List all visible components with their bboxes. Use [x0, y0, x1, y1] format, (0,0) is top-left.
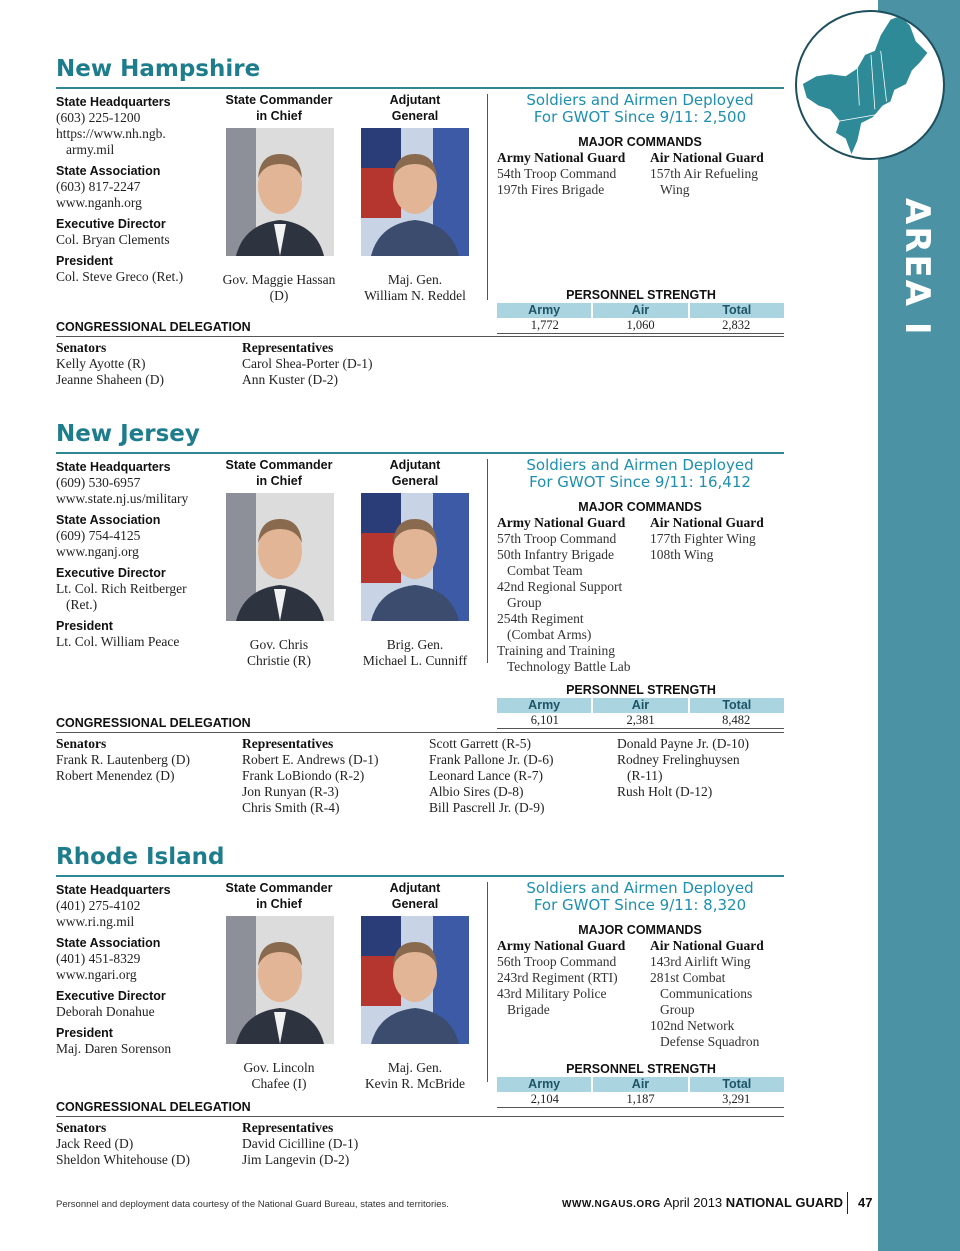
personnel-strength-label: PERSONNEL STRENGTH: [566, 288, 716, 302]
executive-director-line: Lt. Col. Rich Reitberger: [56, 581, 187, 596]
adjutant-general-photo: [361, 128, 469, 256]
hq-line: www.ri.ng.mil: [56, 914, 135, 929]
personnel-rule: [497, 728, 784, 729]
representative-name: Chris Smith (R-4): [242, 800, 340, 815]
senator-name: Frank R. Lautenberg (D): [56, 752, 190, 767]
hq-label: State Headquarters: [56, 95, 171, 109]
congressional-delegation-label: CONGRESSIONAL DELEGATION: [56, 1100, 251, 1114]
association-line: www.ngari.org: [56, 967, 137, 982]
army-command-item: 254th Regiment: [497, 611, 584, 626]
footer-site-link[interactable]: WWW.NGAUS.ORG: [562, 1199, 661, 1210]
army-commands-heading: Army National Guard: [497, 515, 626, 530]
association-line: www.nganh.org: [56, 195, 142, 210]
column-divider: [487, 94, 488, 300]
personnel-value-row: [497, 318, 784, 332]
adjutant-caption: [354, 1060, 476, 1092]
footer-note: Personnel and deployment data courtesy of the National Guard Bureau, states and territories.: [56, 1199, 449, 1210]
personnel-value-cell: 2,104: [530, 1092, 559, 1106]
commander-header: [221, 457, 337, 489]
footer-issue: April 2013: [663, 1195, 723, 1210]
army-command-item: 42nd Regional Support: [497, 579, 623, 594]
representative-name: Frank LoBiondo (R-2): [242, 768, 365, 783]
adjutant-caption-line: Brig. Gen.: [386, 637, 444, 652]
army-command-item: 54th Troop Command: [497, 166, 617, 181]
governor-caption: [216, 1060, 342, 1092]
senator-name: Sheldon Whitehouse (D): [56, 1152, 190, 1167]
representative-name: Donald Payne Jr. (D-10): [617, 736, 749, 751]
executive-director-line: (Ret.): [66, 597, 98, 612]
representative-name: David Cicilline (D-1): [242, 1136, 359, 1151]
area-label: AREA I: [897, 198, 937, 337]
senators-column: [56, 736, 236, 784]
personnel-value-cell: 2,832: [722, 318, 751, 332]
representative-name: Rodney Frelinghuysen: [617, 752, 740, 767]
congressional-rule: [56, 336, 784, 337]
representative-name: Robert E. Andrews (D-1): [242, 752, 379, 767]
adjutant-caption-line: Maj. Gen.: [387, 272, 443, 287]
commander-header-line: in Chief: [256, 474, 302, 488]
deployed-title-line: Soldiers and Airmen Deployed: [526, 91, 754, 109]
commander-header: [221, 880, 337, 912]
adjutant-header-line: Adjutant: [389, 881, 441, 895]
representative-name: Ann Kuster (D-2): [242, 372, 338, 387]
executive-director-label: Executive Director: [56, 217, 166, 231]
deployed-title-line: For GWOT Since 9/11: 2,500: [533, 108, 747, 126]
state-name: Rhode Island: [56, 844, 225, 870]
personnel-value-cell: 2,381: [626, 713, 655, 727]
representatives-column: [617, 736, 797, 800]
adjutant-caption-line: William N. Reddel: [364, 288, 466, 303]
governor-caption: [216, 637, 342, 669]
footer-divider: [847, 1192, 848, 1214]
representative-name: Carol Shea-Porter (D-1): [242, 356, 373, 371]
representative-name: Albio Sires (D-8): [429, 784, 524, 799]
deployed-title-line: Soldiers and Airmen Deployed: [526, 456, 754, 474]
association-line: www.nganj.org: [56, 544, 139, 559]
senators-column: [56, 340, 236, 388]
adjutant-header: [361, 880, 469, 912]
air-command-item: Defense Squadron: [660, 1034, 760, 1049]
senator-name: Robert Menendez (D): [56, 768, 175, 783]
state-name: New Hampshire: [56, 56, 261, 82]
hq-label: State Headquarters: [56, 460, 171, 474]
representatives-heading: Representatives: [242, 736, 334, 751]
personnel-header-cell: Air: [593, 1077, 687, 1092]
deployed-title: [496, 92, 784, 126]
deployed-title: [496, 880, 784, 914]
personnel-header-cell: Army: [497, 1077, 591, 1092]
personnel-header-row: [497, 303, 784, 318]
representative-name: Frank Pallone Jr. (D-6): [429, 752, 554, 767]
representative-name: Jon Runyan (R-3): [242, 784, 339, 799]
army-command-item: 57th Troop Command: [497, 531, 617, 546]
army-command-item: Training and Training: [497, 643, 616, 658]
commander-header-line: State Commander: [225, 881, 333, 895]
hq-line: www.state.nj.us/military: [56, 491, 189, 506]
representative-name: Leonard Lance (R-7): [429, 768, 543, 783]
footer-masthead: [562, 1195, 843, 1210]
personnel-strength-table: [497, 1077, 784, 1108]
personnel-value-row: [497, 1092, 784, 1106]
commander-header-line: State Commander: [225, 458, 333, 472]
army-command-item: 243rd Regiment (RTI): [497, 970, 618, 985]
senators-column: [56, 1120, 236, 1168]
executive-director-label: Executive Director: [56, 989, 166, 1003]
personnel-header-row: [497, 1077, 784, 1092]
army-command-item: Brigade: [507, 1002, 550, 1017]
representative-name: Rush Holt (D-12): [617, 784, 713, 799]
air-commands: [650, 938, 790, 1050]
governor-photo: [226, 916, 334, 1044]
army-command-item: 56th Troop Command: [497, 954, 617, 969]
congressional-delegation-label: CONGRESSIONAL DELEGATION: [56, 320, 251, 334]
deployed-title-line: For GWOT Since 9/11: 16,412: [529, 473, 751, 491]
senator-name: Kelly Ayotte (R): [56, 356, 146, 371]
governor-caption-line: Gov. Chris: [249, 637, 309, 652]
executive-director-line: Deborah Donahue: [56, 1004, 155, 1019]
representative-name: Scott Garrett (R-5): [429, 736, 531, 751]
president-line: Col. Steve Greco (Ret.): [56, 269, 184, 284]
personnel-value-cell: 8,482: [722, 713, 751, 727]
air-command-item: Wing: [660, 182, 690, 197]
governor-caption-line: Gov. Maggie Hassan: [222, 272, 336, 287]
personnel-header-cell: Total: [690, 698, 784, 713]
hq-line: army.mil: [66, 142, 115, 157]
president-label: President: [56, 619, 113, 633]
section-rule: [56, 452, 784, 454]
representatives-heading: Representatives: [242, 1120, 334, 1135]
air-command-item: 143rd Airlift Wing: [650, 954, 751, 969]
air-command-item: 108th Wing: [650, 547, 714, 562]
representatives-column: [429, 736, 609, 816]
major-commands-label: MAJOR COMMANDS: [578, 923, 702, 937]
section-rule: [56, 875, 784, 877]
state-contact-info: [56, 882, 216, 1057]
footer-magazine: NATIONAL GUARD: [725, 1195, 844, 1210]
association-line: (401) 451-8329: [56, 951, 141, 966]
congressional-rule: [56, 1116, 784, 1117]
army-command-item: 197th Fires Brigade: [497, 182, 605, 197]
army-commands: [497, 150, 647, 198]
state-contact-info: [56, 459, 216, 650]
army-command-item: (Combat Arms): [507, 627, 592, 642]
northeast-region-map-icon: [795, 10, 945, 160]
major-commands-label: MAJOR COMMANDS: [578, 135, 702, 149]
personnel-value-cell: 1,060: [626, 318, 655, 332]
air-command-item: 281st Combat: [650, 970, 726, 985]
air-command-item: 102nd Network: [650, 1018, 735, 1033]
president-label: President: [56, 1026, 113, 1040]
senators-heading: Senators: [56, 736, 107, 751]
adjutant-caption: [354, 637, 476, 669]
army-command-item: 43rd Military Police: [497, 986, 607, 1001]
commander-header-line: in Chief: [256, 109, 302, 123]
personnel-value-cell: 3,291: [722, 1092, 751, 1106]
adjutant-header-line: Adjutant: [389, 93, 441, 107]
army-commands-heading: Army National Guard: [497, 938, 626, 953]
personnel-value-cell: 6,101: [530, 713, 559, 727]
personnel-header-row: [497, 698, 784, 713]
senator-name: Jack Reed (D): [56, 1136, 134, 1151]
personnel-value-cell: 1,772: [530, 318, 559, 332]
adjutant-general-photo: [361, 916, 469, 1044]
governor-caption-line: Christie (R): [246, 653, 312, 668]
governor-caption: [216, 272, 342, 304]
association-label: State Association: [56, 513, 161, 527]
column-divider: [487, 459, 488, 663]
representatives-column: [242, 340, 422, 388]
governor-caption-line: Gov. Lincoln: [243, 1060, 315, 1075]
adjutant-general-photo: [361, 493, 469, 621]
state-section: [56, 421, 784, 815]
personnel-header-cell: Air: [593, 698, 687, 713]
adjutant-caption-line: Maj. Gen.: [387, 1060, 443, 1075]
commander-header: [221, 92, 337, 124]
army-commands-heading: Army National Guard: [497, 150, 626, 165]
senators-heading: Senators: [56, 1120, 107, 1135]
executive-director-label: Executive Director: [56, 566, 166, 580]
air-commands-heading: Air National Guard: [650, 938, 764, 953]
air-commands-heading: Air National Guard: [650, 150, 764, 165]
governor-photo: [226, 128, 334, 256]
page-number: 47: [858, 1195, 873, 1210]
deployed-title-line: For GWOT Since 9/11: 8,320: [533, 896, 747, 914]
governor-caption-line: (D): [269, 288, 289, 303]
state-contact-info: [56, 94, 216, 285]
hq-line: (609) 530-6957: [56, 475, 141, 490]
personnel-header-cell: Total: [690, 303, 784, 318]
adjutant-header-line: General: [391, 474, 439, 488]
senators-heading: Senators: [56, 340, 107, 355]
senator-name: Jeanne Shaheen (D): [56, 372, 164, 387]
army-commands: [497, 938, 647, 1018]
personnel-strength-label: PERSONNEL STRENGTH: [566, 1062, 716, 1076]
personnel-strength-table: [497, 303, 784, 334]
personnel-header-cell: Air: [593, 303, 687, 318]
executive-director-line: Col. Bryan Clements: [56, 232, 170, 247]
representatives-heading: Representatives: [242, 340, 334, 355]
commander-header-line: State Commander: [225, 93, 333, 107]
governor-caption-line: Chafee (I): [251, 1076, 307, 1091]
army-command-item: Technology Battle Lab: [507, 659, 631, 674]
president-line: Lt. Col. William Peace: [56, 634, 180, 649]
air-command-item: 177th Fighter Wing: [650, 531, 756, 546]
congressional-delegation-label: CONGRESSIONAL DELEGATION: [56, 716, 251, 730]
personnel-rule: [497, 333, 784, 334]
personnel-strength-table: [497, 698, 784, 729]
association-line: (603) 817-2247: [56, 179, 141, 194]
representative-name: Bill Pascrell Jr. (D-9): [429, 800, 545, 815]
adjutant-caption: [354, 272, 476, 304]
deployed-title: [496, 457, 784, 491]
personnel-header-cell: Army: [497, 698, 591, 713]
adjutant-caption-line: Michael L. Cunniff: [362, 653, 468, 668]
deployed-title-line: Soldiers and Airmen Deployed: [526, 879, 754, 897]
personnel-header-cell: Army: [497, 303, 591, 318]
air-command-item: 157th Air Refueling: [650, 166, 758, 181]
personnel-value-row: [497, 713, 784, 727]
governor-photo: [226, 493, 334, 621]
representatives-column: [242, 1120, 422, 1168]
congressional-rule: [56, 732, 784, 733]
personnel-header-cell: Total: [690, 1077, 784, 1092]
hq-line: https://www.nh.ngb.: [56, 126, 166, 141]
area-sidebar: [878, 0, 960, 1251]
representative-name: Jim Langevin (D-2): [242, 1152, 350, 1167]
president-line: Maj. Daren Sorenson: [56, 1041, 172, 1056]
hq-line: (603) 225-1200: [56, 110, 141, 125]
representative-name: (R-11): [627, 768, 663, 783]
hq-label: State Headquarters: [56, 883, 171, 897]
adjutant-header-line: General: [391, 109, 439, 123]
personnel-strength-label: PERSONNEL STRENGTH: [566, 683, 716, 697]
state-section: [56, 56, 784, 416]
section-rule: [56, 87, 784, 89]
army-command-item: Group: [507, 595, 542, 610]
army-commands: [497, 515, 647, 675]
adjutant-header-line: Adjutant: [389, 458, 441, 472]
association-line: (609) 754-4125: [56, 528, 141, 543]
air-command-item: Communications: [660, 986, 753, 1001]
adjutant-header-line: General: [391, 897, 439, 911]
adjutant-caption-line: Kevin R. McBride: [364, 1076, 466, 1091]
air-commands: [650, 515, 790, 563]
president-label: President: [56, 254, 113, 268]
column-divider: [487, 882, 488, 1082]
association-label: State Association: [56, 936, 161, 950]
hq-line: (401) 275-4102: [56, 898, 141, 913]
commander-header-line: in Chief: [256, 897, 302, 911]
adjutant-header: [361, 457, 469, 489]
army-command-item: 50th Infantry Brigade: [497, 547, 614, 562]
air-commands-heading: Air National Guard: [650, 515, 764, 530]
army-command-item: Combat Team: [507, 563, 583, 578]
association-label: State Association: [56, 164, 161, 178]
state-section: [56, 844, 784, 1204]
air-command-item: Group: [660, 1002, 695, 1017]
major-commands-label: MAJOR COMMANDS: [578, 500, 702, 514]
personnel-rule: [497, 1107, 784, 1108]
representatives-column: [242, 736, 422, 816]
adjutant-header: [361, 92, 469, 124]
air-commands: [650, 150, 790, 198]
state-name: New Jersey: [56, 421, 200, 447]
personnel-value-cell: 1,187: [626, 1092, 655, 1106]
